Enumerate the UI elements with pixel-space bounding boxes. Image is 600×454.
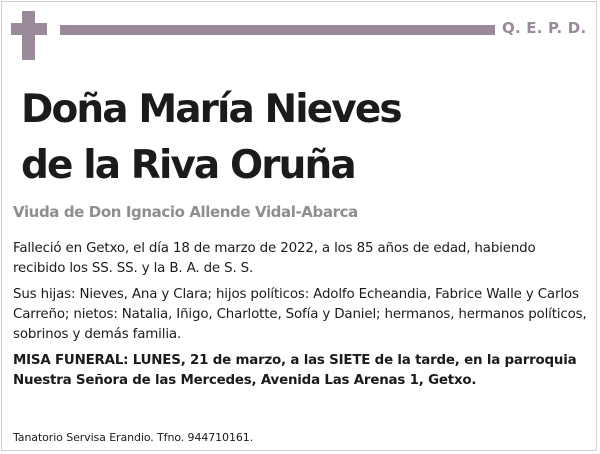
qepd-label: Q. E. P. D. <box>502 19 587 37</box>
deceased-name <box>21 82 401 194</box>
deceased-name-line-2: de la Riva Oruña <box>21 143 355 188</box>
funeral-paragraph: MISA FUNERAL: LUNES, 21 de marzo, a las SIETE de la tarde, en la parroquia Nuestra Señora de las Mercedes, Avenida Las Arenas 1, Getxo. <box>13 353 577 388</box>
header-divider-bar <box>60 25 495 35</box>
widow-of-line: Viuda de Don Ignacio Allende Vidal-Abarca <box>13 203 358 221</box>
death-paragraph: Falleció en Getxo, el día 18 de marzo de 2022, a los 85 años de edad, habiendo recibido los SS. SS. y la B. A. de S. S. <box>13 241 536 276</box>
deceased-name-line-1: Doña María Nieves <box>21 87 401 132</box>
cross-horizontal-bar <box>11 23 47 35</box>
family-paragraph: Sus hijas: Nieves, Ana y Clara; hijos políticos: Adolfo Echeandia, Fabrice Walle y Carlos Carreño; nietos: Natalia, Iñigo, Charlotte, Sofía y Daniel; hermanos, hermanos políticos, sobrinos y demás familia. <box>13 287 587 342</box>
obituary-body <box>13 239 587 397</box>
cross-vertical-bar <box>22 11 35 60</box>
funeral-home-footer: Tanatorio Servisa Erandio. Tfno. 944710161. <box>13 431 254 444</box>
